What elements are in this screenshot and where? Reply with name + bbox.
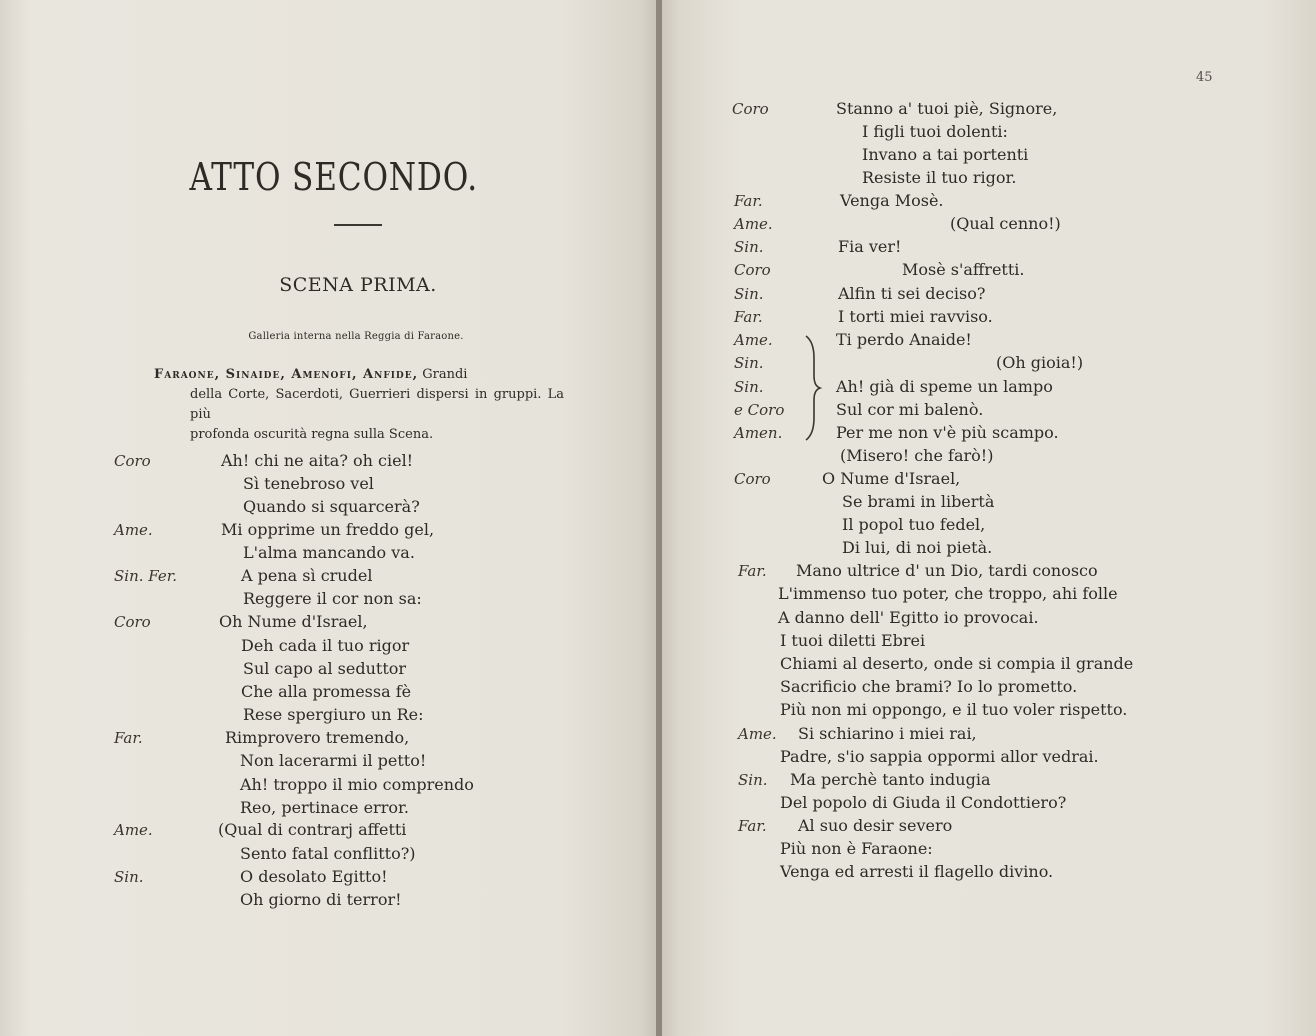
verse-line: Reo, pertinace error. — [240, 798, 409, 817]
scene-setting: Galleria interna nella Reggia di Faraone. — [248, 331, 464, 342]
verse-line: Più non è Faraone: — [780, 839, 933, 858]
verse-line: Sacrificio che brami? Io lo prometto. — [780, 677, 1078, 696]
speaker-label: Sin. Fer. — [114, 567, 178, 585]
verse-line: Per me non v'è più scampo. — [836, 423, 1059, 442]
speaker-label: Coro — [114, 613, 151, 631]
verse-line: O Nume d'Israel, — [822, 469, 961, 488]
verse-line: Alfin ti sei deciso? — [838, 284, 986, 303]
speaker-label: Ame. — [114, 821, 153, 839]
verse-line: Sì tenebroso vel — [243, 474, 374, 493]
page-number: 45 — [1196, 70, 1213, 85]
verse-line: Padre, s'io sappia oppormi allor vedrai. — [780, 747, 1099, 766]
verse-line: Rese spergiuro un Re: — [243, 705, 424, 724]
speaker-label: Coro — [734, 261, 771, 279]
speaker-label: Sin. — [734, 378, 764, 396]
verse-line: Sul capo al seduttor — [243, 659, 407, 678]
cast-line: profonda oscurità regna sulla Scena. — [190, 427, 434, 442]
speaker-label: Ame. — [114, 521, 153, 539]
verse-line: Ma perchè tanto indugia — [790, 770, 991, 789]
speaker-label: Sin. — [734, 238, 764, 256]
verse-line: Mosè s'affretti. — [902, 260, 1025, 279]
verse-line: Mi opprime un freddo gel, — [221, 520, 435, 539]
speaker-label: Sin. — [734, 285, 764, 303]
verse-line: Mano ultrice d' un Dio, tardi conosco — [796, 561, 1098, 580]
verse-line: I torti miei ravviso. — [838, 307, 993, 326]
verse-line: Chiami al deserto, onde si compia il grande — [780, 654, 1134, 673]
verse-line: Venga ed arresti il flagello divino. — [780, 862, 1054, 881]
speaker-label: Far. — [114, 729, 143, 747]
verse-line: L'immenso tuo poter, che troppo, ahi folle — [778, 584, 1118, 603]
cast-rest-first: Grandi — [422, 367, 468, 382]
verse-line: Il popol tuo fedel, — [842, 515, 986, 534]
verse-line: Venga Mosè. — [840, 191, 944, 210]
title-rule — [334, 224, 382, 226]
verse-line: Stanno a' tuoi piè, Signore, — [836, 99, 1058, 118]
speaker-label: Far. — [738, 817, 767, 835]
verse-line: Se brami in libertà — [842, 492, 995, 511]
left-page — [0, 0, 656, 1036]
verse-line: (Misero! che farò!) — [840, 446, 994, 465]
verse-line: Ah! già di speme un lampo — [836, 377, 1053, 396]
verse-line: Si schiarino i miei rai, — [798, 724, 977, 743]
act-title: ATTO SECONDO. — [189, 155, 478, 199]
verse-line: Fia ver! — [838, 237, 902, 256]
verse-line: Oh giorno di terror! — [240, 890, 402, 909]
brace-icon — [802, 332, 822, 442]
verse-line: A danno dell' Egitto io provocai. — [778, 608, 1039, 627]
verse-line: Più non mi oppongo, e il tuo voler rispetto. — [780, 700, 1128, 719]
verse-line: I figli tuoi dolenti: — [862, 122, 1008, 141]
verse-line: Non lacerarmi il petto! — [240, 751, 427, 770]
verse-line: Quando si squarcerà? — [243, 497, 420, 516]
verse-line: (Oh gioia!) — [996, 353, 1084, 372]
speaker-label: e Coro — [734, 401, 785, 419]
cast-line: della Corte, Sacerdoti, Guerrieri dispersi in gruppi. La più — [190, 387, 564, 422]
verse-line: Che alla promessa fè — [241, 682, 412, 701]
verse-line: Resiste il tuo rigor. — [862, 168, 1017, 187]
verse-line: O desolato Egitto! — [240, 867, 388, 886]
speaker-label: Coro — [114, 452, 151, 470]
verse-line: Deh cada il tuo rigor — [241, 636, 410, 655]
speaker-label: Coro — [732, 100, 769, 118]
verse-line: Del popolo di Giuda il Condottiero? — [780, 793, 1067, 812]
verse-line: Di lui, di noi pietà. — [842, 538, 993, 557]
speaker-label: Ame. — [734, 215, 773, 233]
verse-line: (Qual di contrarj affetti — [218, 820, 407, 839]
speaker-label: Sin. — [734, 354, 764, 372]
speaker-label: Sin. — [738, 771, 768, 789]
cast-list — [154, 365, 564, 445]
verse-line: A pena sì crudel — [241, 566, 373, 585]
scene-title: SCENA PRIMA. — [279, 274, 437, 296]
verse-line: Ah! troppo il mio comprendo — [240, 775, 474, 794]
verse-line: Ah! chi ne aita? oh ciel! — [221, 451, 414, 470]
verse-line: Oh Nume d'Israel, — [219, 612, 368, 631]
speaker-label: Ame. — [734, 331, 773, 349]
speaker-label: Far. — [734, 192, 763, 210]
speaker-label: Sin. — [114, 868, 144, 886]
verse-line: (Qual cenno!) — [950, 214, 1061, 233]
verse-line: Sento fatal conflitto?) — [240, 844, 416, 863]
verse-line: Invano a tai portenti — [862, 145, 1029, 164]
verse-line: Ti perdo Anaide! — [836, 330, 972, 349]
verse-line: L'alma mancando va. — [243, 543, 415, 562]
verse-line: Sul cor mi balenò. — [836, 400, 984, 419]
verse-line: Al suo desir severo — [798, 816, 953, 835]
verse-line: Rimprovero tremendo, — [225, 728, 410, 747]
speaker-label: Far. — [738, 562, 767, 580]
cast-names: Faraone, Sinaide, Amenofi, Anfide, — [154, 367, 419, 382]
speaker-label: Ame. — [738, 725, 777, 743]
speaker-label: Coro — [734, 470, 771, 488]
verse-line: Reggere il cor non sa: — [243, 589, 422, 608]
speaker-label: Amen. — [734, 424, 783, 442]
verse-line: I tuoi diletti Ebrei — [780, 631, 926, 650]
speaker-label: Far. — [734, 308, 763, 326]
